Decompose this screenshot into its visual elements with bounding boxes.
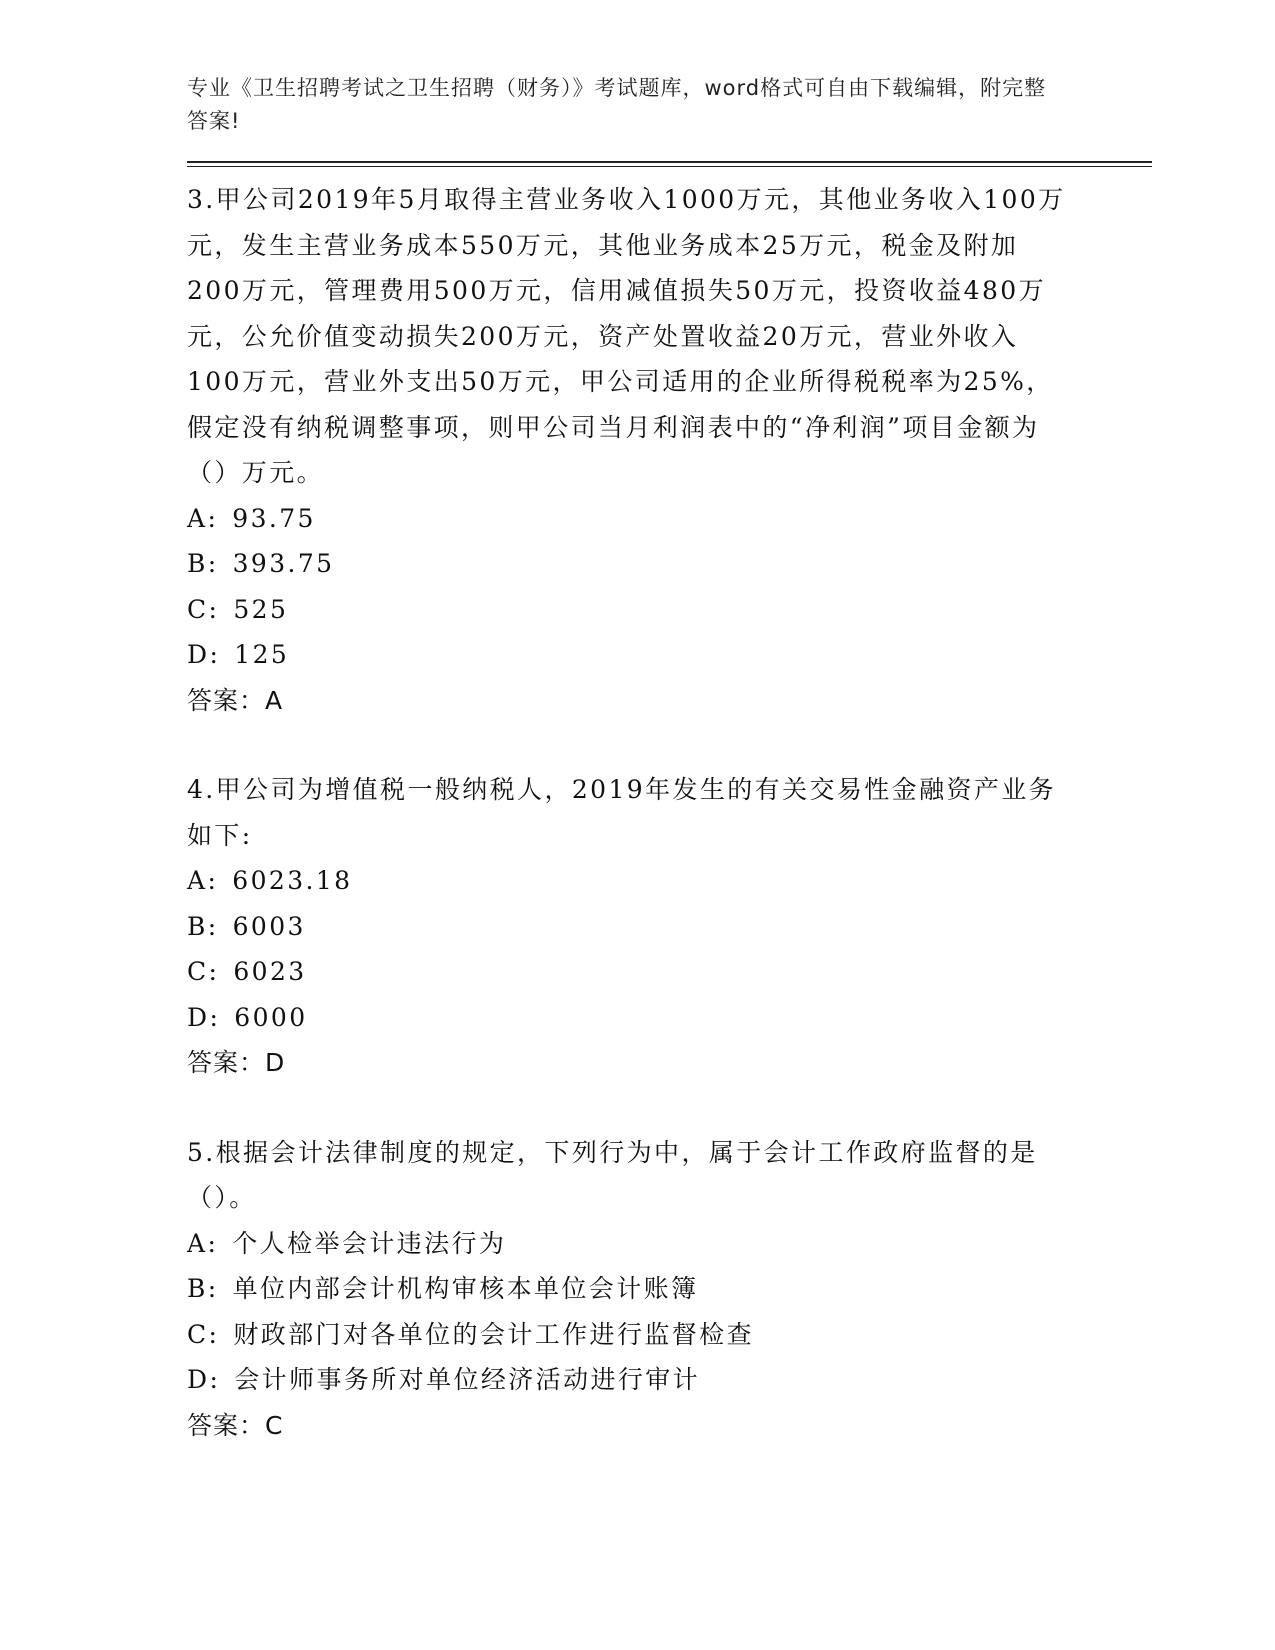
option-a bbox=[187, 1221, 1087, 1267]
option-text: 6023 bbox=[233, 957, 307, 986]
option-text: 个人检举会计违法行为 bbox=[232, 1228, 507, 1258]
option-label: D: bbox=[187, 1002, 221, 1032]
option-label: B: bbox=[187, 911, 219, 941]
option-d bbox=[187, 1357, 1087, 1403]
option-text: 财政部门对各单位的会计工作进行监督检查 bbox=[233, 1319, 754, 1349]
option-text: 单位内部会计机构审核本单位会计账簿 bbox=[232, 1274, 699, 1303]
answer-line: 答案：A bbox=[187, 685, 284, 715]
option-label: C: bbox=[187, 957, 220, 986]
option-text: 6003 bbox=[232, 911, 306, 941]
question-5 bbox=[187, 1130, 1087, 1449]
option-c bbox=[187, 587, 1087, 633]
option-a bbox=[187, 496, 1087, 542]
option-b bbox=[187, 541, 1087, 587]
answer-line: 答案：C bbox=[187, 1410, 284, 1440]
option-c bbox=[187, 949, 1087, 995]
option-text: 93.75 bbox=[232, 503, 316, 533]
question-3 bbox=[187, 177, 1087, 723]
question-stem: 5.根据会计法律制度的规定，下列行为中，属于会计工作政府监督的是（）。 bbox=[187, 1137, 1038, 1212]
option-label: B: bbox=[187, 549, 219, 578]
option-text: 393.75 bbox=[232, 549, 335, 578]
option-text: 6000 bbox=[234, 1002, 308, 1032]
option-text: 525 bbox=[233, 594, 289, 624]
option-text: 6023.18 bbox=[232, 866, 353, 895]
question-4 bbox=[187, 767, 1087, 1086]
option-label: C: bbox=[187, 1319, 220, 1349]
option-label: D: bbox=[187, 640, 221, 669]
option-text: 125 bbox=[234, 640, 290, 669]
question-stem: 4.甲公司为增值税一般纳税人，2019年发生的有关交易性金融资产业务如下: bbox=[187, 775, 1057, 850]
document-page bbox=[187, 72, 1087, 1492]
option-label: D: bbox=[187, 1365, 221, 1394]
option-label: A: bbox=[187, 1228, 219, 1258]
answer-line: 答案：D bbox=[187, 1048, 286, 1077]
option-d bbox=[187, 995, 1087, 1041]
option-d bbox=[187, 632, 1087, 678]
option-label: B: bbox=[187, 1274, 219, 1303]
header-note: 专业《卫生招聘考试之卫生招聘（财务）》考试题库，word格式可自由下载编辑，附完整答案! bbox=[187, 76, 1047, 133]
option-c bbox=[187, 1312, 1087, 1358]
question-list bbox=[187, 177, 1087, 1448]
option-b bbox=[187, 904, 1087, 950]
option-label: A: bbox=[187, 503, 219, 533]
option-label: A: bbox=[187, 866, 219, 895]
option-a bbox=[187, 858, 1087, 904]
header-divider bbox=[187, 161, 1152, 167]
option-label: C: bbox=[187, 594, 220, 624]
question-stem: 3.甲公司2019年5月取得主营业务收入1000万元，其他业务收入100万元，发生主营业务成本550万元，其他业务成本25万元，税金及附加200万元，管理费用500万元，信用减值损失50万元，投资收益480万元，公允价值变动损失200万元，资产处置收益20万元，营业外收入100万元，营业外支出50万元，甲公司适用的企业所得税税率为25%，假定没有纳税调整事项，则甲公司当月利润表中的“净利润”项目金额为（）万元。 bbox=[187, 185, 1066, 487]
option-text: 会计师事务所对单位经济活动进行审计 bbox=[234, 1365, 701, 1394]
option-b bbox=[187, 1266, 1087, 1312]
